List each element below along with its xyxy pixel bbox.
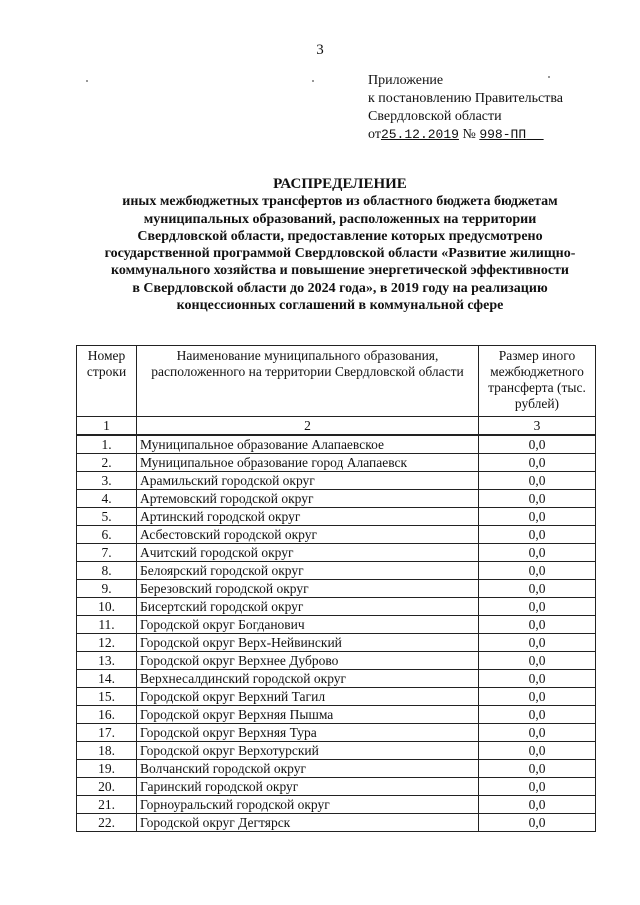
table-row [77, 742, 596, 760]
transfer-amount-cell: 0,0 [479, 634, 596, 652]
row-number-cell: 5. [77, 508, 137, 526]
table-row [77, 706, 596, 724]
table-row [77, 634, 596, 652]
row-number-cell: 10. [77, 598, 137, 616]
municipality-cell: Арамильский городской округ [137, 472, 479, 490]
row-number-cell: 11. [77, 616, 137, 634]
transfer-amount-cell: 0,0 [479, 508, 596, 526]
municipality-cell: Городской округ Верхняя Пышма [137, 706, 479, 724]
table-row [77, 435, 596, 454]
title-line: муниципальных образований, расположенных на территории [143, 211, 537, 227]
order-number-label: № [462, 127, 476, 142]
header-municipality: Наименование муниципального образования, расположенного на территории Свердловской области [137, 346, 479, 417]
title-line: государственной программой Свердловской области «Развитие жилищно- [104, 246, 576, 262]
municipality-cell: Ачитский городской округ [137, 544, 479, 562]
row-number-cell: 9. [77, 580, 137, 598]
title-line: коммунального хозяйства и повышение энергетической эффективности [111, 263, 569, 279]
row-number-cell: 21. [77, 796, 137, 814]
municipality-cell: Городской округ Верхняя Тура [137, 724, 479, 742]
row-number-cell: 18. [77, 742, 137, 760]
appendix-block [368, 72, 563, 144]
appendix-resolution: к постановлению Правительства [368, 91, 564, 106]
transfer-amount-cell: 0,0 [479, 562, 596, 580]
municipality-cell: Городской округ Дегтярск [137, 814, 479, 832]
row-number-cell: 15. [77, 688, 137, 706]
title-heading: РАСПРЕДЕЛЕНИЕ [273, 176, 407, 192]
row-number-cell: 3. [77, 472, 137, 490]
row-number-cell: 16. [77, 706, 137, 724]
table-row [77, 472, 596, 490]
table-row [77, 580, 596, 598]
transfer-amount-cell: 0,0 [479, 652, 596, 670]
row-number-cell: 13. [77, 652, 137, 670]
transfer-amount-cell: 0,0 [479, 706, 596, 724]
transfer-amount-cell: 0,0 [479, 670, 596, 688]
municipality-cell: Гаринский городской округ [137, 778, 479, 796]
municipality-cell: Городской округ Верхнее Дуброво [137, 652, 479, 670]
municipality-cell: Городской округ Верх-Нейвинский [137, 634, 479, 652]
row-number-cell: 2. [77, 454, 137, 472]
page-number: 3 [316, 42, 324, 58]
scan-speck [312, 80, 314, 82]
municipality-cell: Бисертский городской округ [137, 598, 479, 616]
table-row [77, 526, 596, 544]
row-number-cell: 22. [77, 814, 137, 832]
order-line [368, 126, 563, 144]
title-line: Свердловской области, предоставление которых предусмотрено [137, 228, 543, 244]
transfer-amount-cell: 0,0 [479, 814, 596, 832]
municipality-cell: Городской округ Верхотурский [137, 742, 479, 760]
table-header-row [77, 346, 596, 417]
transfer-amount-cell: 0,0 [479, 598, 596, 616]
row-number-cell: 17. [77, 724, 137, 742]
table-row [77, 688, 596, 706]
row-number-cell: 4. [77, 490, 137, 508]
order-date: 25.12.2019 [380, 127, 459, 142]
municipality-cell: Городской округ Верхний Тагил [137, 688, 479, 706]
table-row [77, 598, 596, 616]
row-number-cell: 20. [77, 778, 137, 796]
table-row [77, 490, 596, 508]
appendix-region: Свердловской области [368, 109, 502, 124]
transfer-amount-cell: 0,0 [479, 580, 596, 598]
table-row [77, 616, 596, 634]
row-number-cell: 12. [77, 634, 137, 652]
municipality-cell: Асбестовский городской округ [137, 526, 479, 544]
transfer-amount-cell: 0,0 [479, 778, 596, 796]
title-line: концессионных соглашений в коммунальной сфере [176, 298, 504, 314]
transfer-amount-cell: 0,0 [479, 454, 596, 472]
transfer-amount-cell: 0,0 [479, 760, 596, 778]
table-row [77, 508, 596, 526]
order-number: 998-ПП [479, 127, 527, 142]
column-number: 1 [77, 417, 137, 436]
row-number-cell: 19. [77, 760, 137, 778]
row-number-cell: 8. [77, 562, 137, 580]
row-number-cell: 14. [77, 670, 137, 688]
municipality-cell: Муниципальное образование Алапаевское [137, 435, 479, 454]
row-number-cell: 6. [77, 526, 137, 544]
table-row [77, 652, 596, 670]
column-number: 3 [479, 417, 596, 436]
table-row [77, 814, 596, 832]
title-line: иных межбюджетных трансфертов из областного бюджета бюджетам [122, 194, 558, 210]
transfer-amount-cell: 0,0 [479, 544, 596, 562]
transfer-amount-cell: 0,0 [479, 472, 596, 490]
transfer-amount-cell: 0,0 [479, 490, 596, 508]
table-row [77, 760, 596, 778]
distribution-table [76, 345, 596, 832]
transfer-amount-cell: 0,0 [479, 688, 596, 706]
transfer-amount-cell: 0,0 [479, 526, 596, 544]
municipality-cell: Белоярский городской округ [137, 562, 479, 580]
table-row [77, 562, 596, 580]
transfer-amount-cell: 0,0 [479, 616, 596, 634]
row-number-cell: 7. [77, 544, 137, 562]
transfer-amount-cell: 0,0 [479, 796, 596, 814]
transfer-amount-cell: 0,0 [479, 435, 596, 454]
table-row [77, 778, 596, 796]
transfer-amount-cell: 0,0 [479, 742, 596, 760]
table-row [77, 670, 596, 688]
column-number-row [77, 417, 596, 436]
header-transfer-amount: Размер иного межбюджетного трансферта (тыс. рублей) [479, 346, 596, 417]
municipality-cell: Верхнесалдинский городской округ [137, 670, 479, 688]
municipality-cell: Горноуральский городской округ [137, 796, 479, 814]
order-prefix: от [368, 127, 381, 142]
document-title [60, 176, 620, 314]
title-line: в Свердловской области до 2024 года», в 2019 году на реализацию [132, 280, 548, 296]
order-underline [526, 127, 544, 142]
municipality-cell: Городской округ Богданович [137, 616, 479, 634]
table-row [77, 454, 596, 472]
municipality-cell: Артинский городской округ [137, 508, 479, 526]
column-number: 2 [137, 417, 479, 436]
table-row [77, 544, 596, 562]
transfer-amount-cell: 0,0 [479, 724, 596, 742]
municipality-cell: Муниципальное образование город Алапаевск [137, 454, 479, 472]
appendix-title: Приложение [368, 73, 444, 88]
municipality-cell: Волчанский городской округ [137, 760, 479, 778]
municipality-cell: Березовский городской округ [137, 580, 479, 598]
header-row-number: Номер строки [77, 346, 137, 417]
table-row [77, 796, 596, 814]
municipality-cell: Артемовский городской округ [137, 490, 479, 508]
row-number-cell: 1. [77, 435, 137, 454]
scan-speck [86, 80, 88, 82]
table-row [77, 724, 596, 742]
